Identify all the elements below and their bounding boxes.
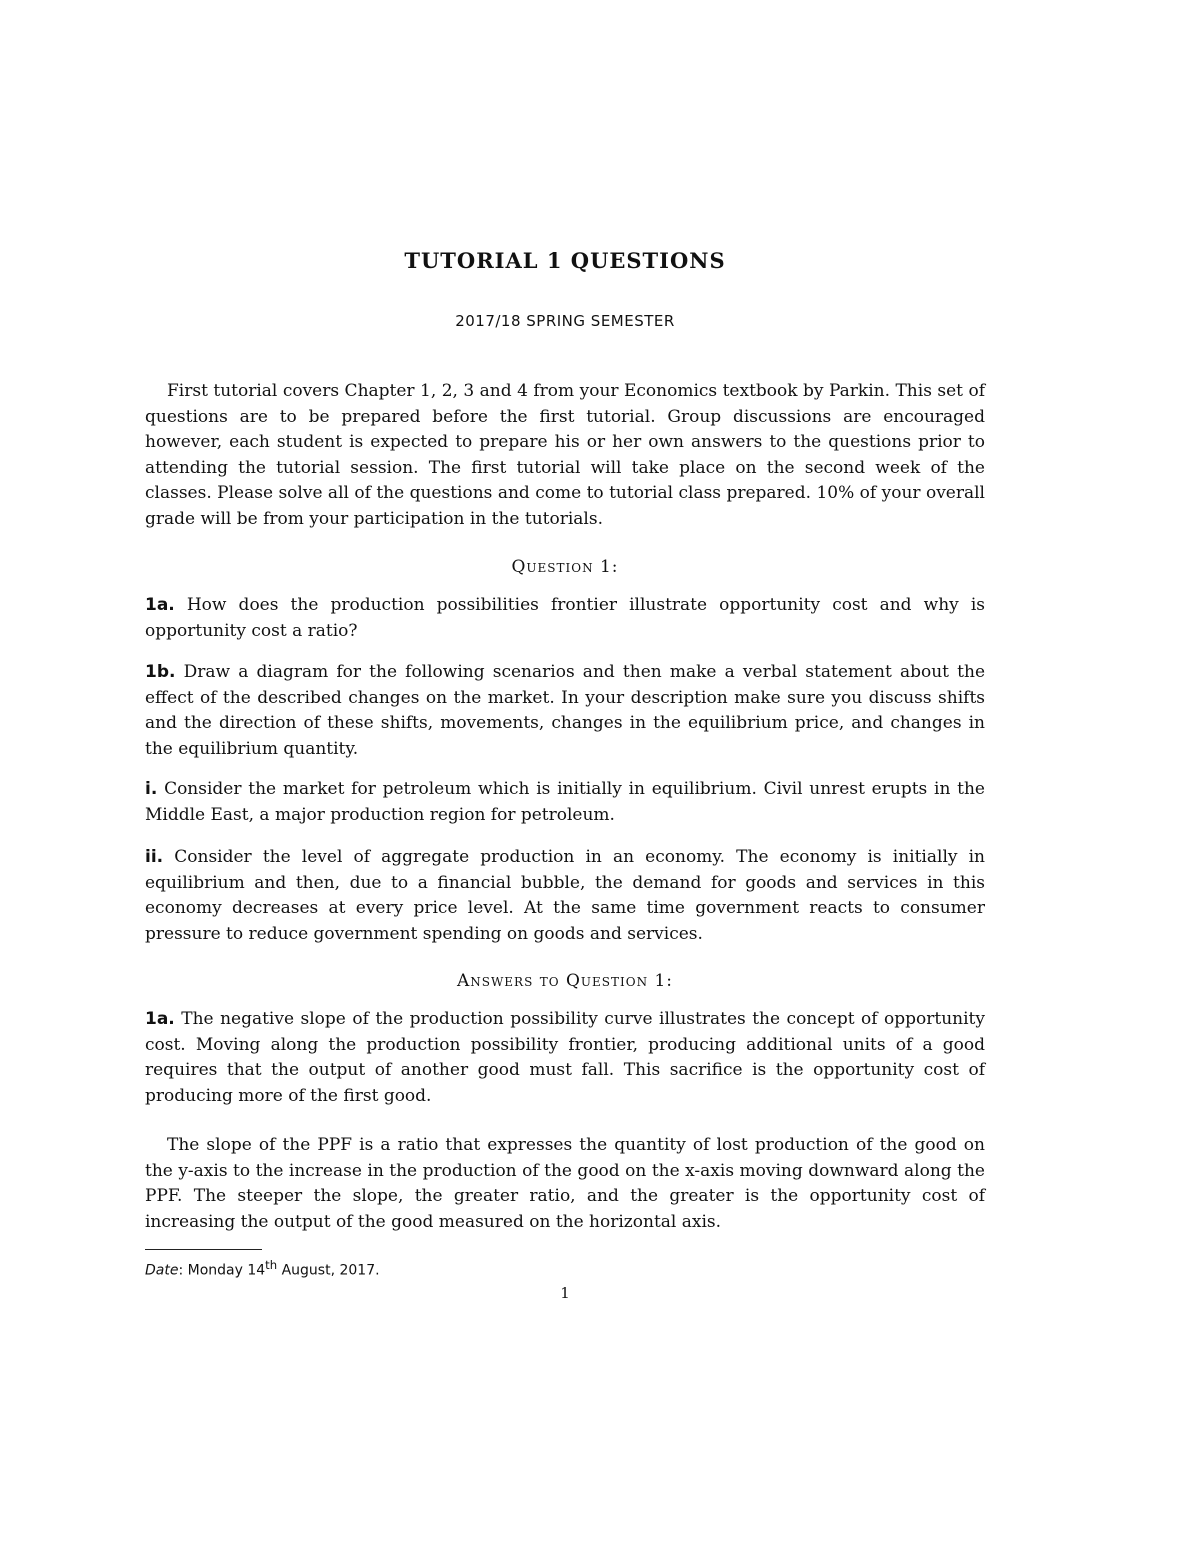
footnote-date-text: : Monday 14 — [178, 1262, 266, 1279]
question-1b-ii-text: Consider the level of aggregate production in an economy. The economy is initially in equilibrium and then, due to a financial bubble, the demand for goods and services in this economy decreases at every price level. At the same time government reacts to consumer pressure to reduce government spending on goods and services. — [145, 847, 985, 944]
question-1b-text: Draw a diagram for the following scenarios and then make a verbal statement about the effect of the described changes on the market. In your description make sure you discuss shifts and the direction of these shifts, movements, changes in the equilibrium price, and changes in the equilibrium quantity. — [145, 662, 986, 759]
footnote-date-text-end: August, 2017. — [277, 1262, 380, 1279]
question-1b-i — [145, 777, 985, 828]
page-subtitle: 2017/18 SPRING SEMESTER — [455, 312, 675, 330]
question-1a-text: How does the production possibilities frontier illustrate opportunity cost and why is opportunity cost a ratio? — [145, 595, 986, 641]
answer-1a-text: The negative slope of the production possibility curve illustrates the concept of opportunity cost. Moving along the production possibility frontier, producing additional units of a good requires that the output of another good must fall. This sacrifice is the opportunity cost of producing more of the first good. — [145, 1009, 985, 1106]
answer-1a-paragraph-2: The slope of the PPF is a ratio that expresses the quantity of lost production of the good on the y-axis to the increase in the production of the good on the x-axis moving downward along the PPF. The steeper the slope, the greater ratio, and the greater is the opportunity cost of increasing the output of the good measured on the horizontal axis. — [145, 1135, 985, 1232]
footnote-rule — [145, 1249, 262, 1250]
intro-paragraph: First tutorial covers Chapter 1, 2, 3 and 4 from your Economics textbook by Parkin. This set of questions are to be prepared before the first tutorial. Group discussions are encouraged however, each student is expected to prepare his or her own answers to the questions prior to attending the tutorial session. The first tutorial will take place on the second week of the classes. Please solve all of the questions and come to tutorial class prepared. 10% of your overall grade will be from your participation in the tutorials. — [145, 381, 985, 529]
question-1b-ii-label: ii. — [145, 847, 164, 867]
question-1b-i-text: Consider the market for petroleum which is initially in equilibrium. Civil unrest erupts in the Middle East, a major production region for petroleum. — [145, 779, 985, 825]
page-title: TUTORIAL 1 QUESTIONS — [404, 248, 726, 273]
question-1-heading: Question 1: — [511, 557, 619, 577]
answer-1a-label: 1a. — [145, 1009, 175, 1029]
question-1a-label: 1a. — [145, 595, 175, 615]
page-number: 1 — [560, 1284, 570, 1302]
question-1a — [145, 593, 985, 644]
footnote — [145, 1258, 380, 1279]
question-1b — [145, 660, 985, 762]
answer-1a — [145, 1007, 985, 1109]
question-1b-ii — [145, 845, 985, 947]
footnote-date-superscript: th — [265, 1258, 278, 1272]
answers-1-heading: Answers to Question 1: — [456, 971, 674, 991]
question-1b-i-label: i. — [145, 779, 158, 799]
question-1b-label: 1b. — [145, 662, 176, 682]
footnote-date-label: Date — [145, 1262, 179, 1279]
